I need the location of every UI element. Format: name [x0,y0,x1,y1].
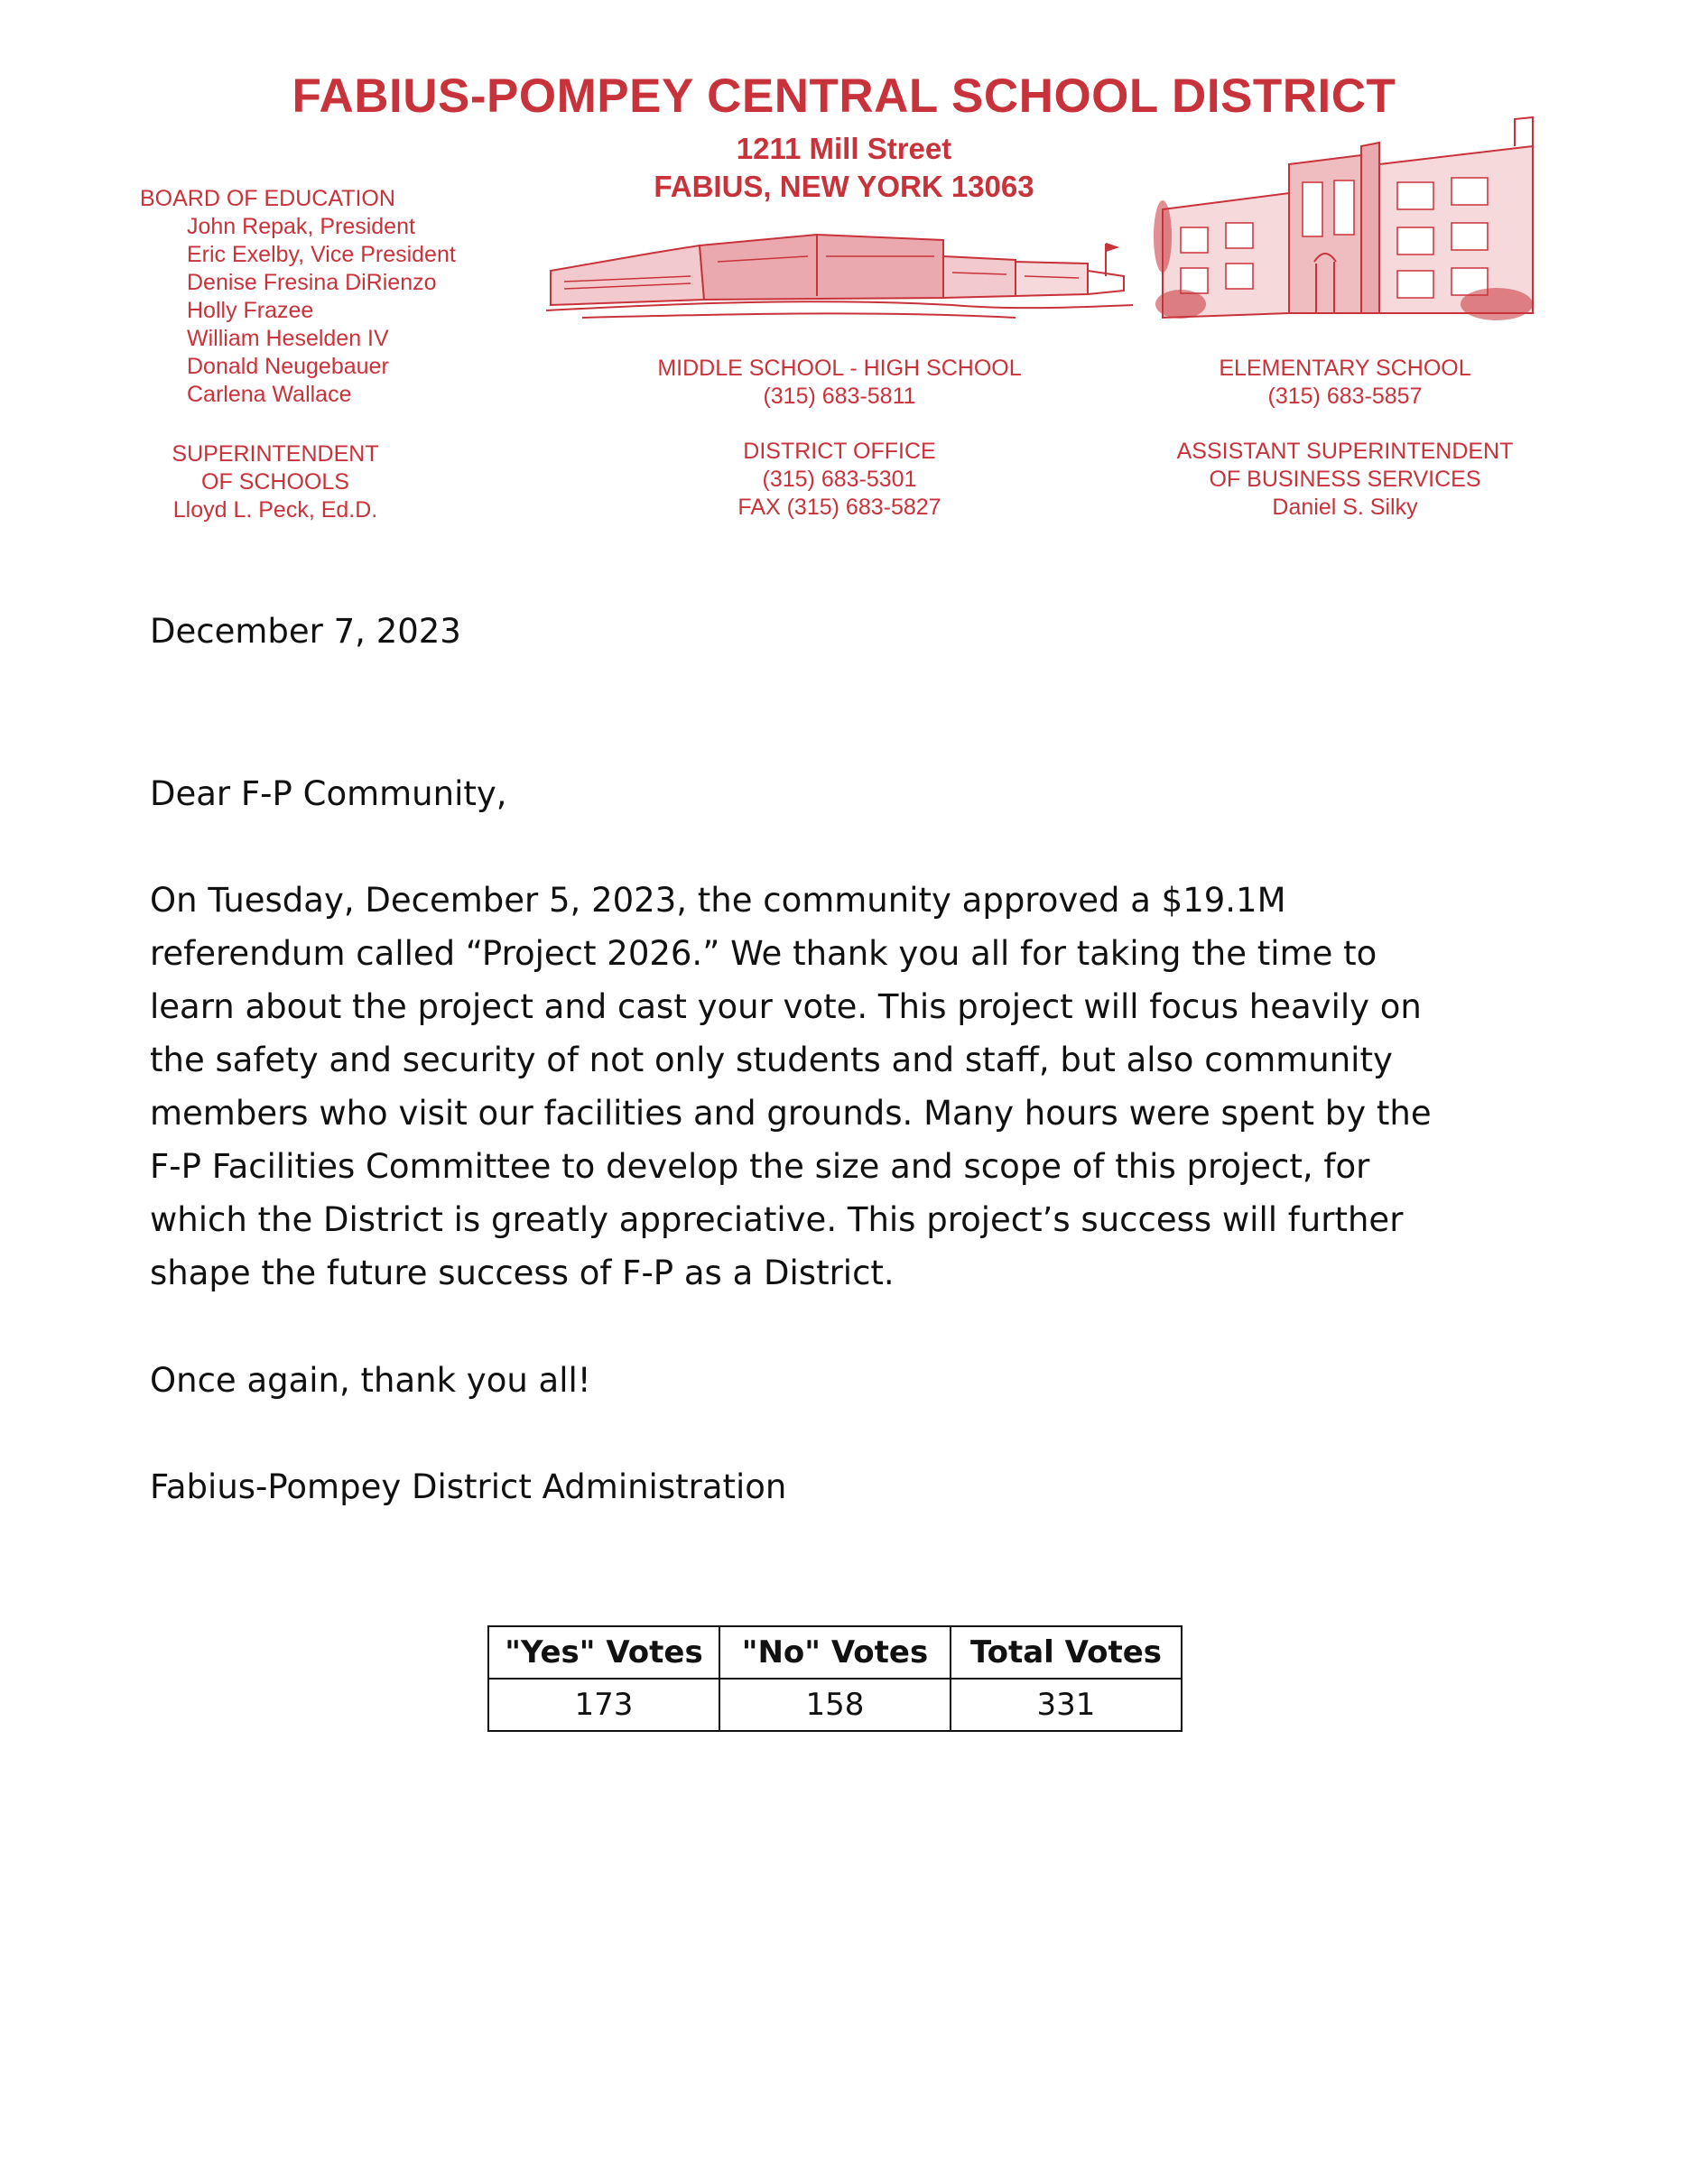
middle-high-school-contact [614,355,1065,411]
elementary-school-contact [1155,355,1535,411]
high-school-building-illustration [546,217,1133,325]
board-heading: BOARD OF EDUCATION [140,186,395,211]
assistant-superintendent-title: ASSISTANT SUPERINTENDENT [1176,439,1514,464]
votes-header-row [488,1626,1182,1679]
board-of-education [140,185,456,409]
district-address [542,130,1146,206]
middle-high-school-phone: (315) 683-5811 [763,384,916,409]
total-votes-value: 331 [951,1679,1182,1731]
assistant-superintendent-block [1128,438,1562,522]
board-member: William Heselden IV [187,326,389,351]
district-office-name: DISTRICT OFFICE [743,439,936,464]
letter-salutation: Dear F-P Community, [150,774,507,813]
letter-closing: Once again, thank you all! [150,1361,591,1400]
board-member: Carlena Wallace [187,382,352,407]
letter-signature: Fabius-Pompey District Administration [150,1467,787,1506]
no-votes-header: "No" Votes [719,1626,951,1679]
district-office-fax: FAX (315) 683-5827 [737,495,941,520]
superintendent-block [117,440,433,524]
letter-body-line: On Tuesday, December 5, 2023, the community approved a $19.1M [150,881,1286,920]
letter-body-line: shape the future success of F-P as a District. [150,1254,895,1292]
board-member: Eric Exelby, Vice President [187,242,456,267]
board-members [140,213,456,409]
letter-body-line: referendum called “Project 2026.” We thank you all for taking the time to [150,934,1377,973]
assistant-superintendent-title-2: OF BUSINESS SERVICES [1209,467,1481,492]
address-city: FABIUS, NEW YORK 13063 [654,170,1034,203]
address-street: 1211 Mill Street [736,132,952,165]
board-member: John Repak, President [187,214,415,239]
votes-value-row [488,1679,1182,1731]
board-member: Holly Frazee [187,298,314,323]
letter-body-line: F-P Facilities Committee to develop the size and scope of this project, for [150,1147,1370,1186]
district-name: FABIUS-POMPEY CENTRAL SCHOOL DISTRICT [292,69,1396,123]
superintendent-name: Lloyd L. Peck, Ed.D. [172,497,378,523]
letter-body-line: members who visit our facilities and grounds. Many hours were spent by the [150,1094,1432,1133]
superintendent-title-2: OF SCHOOLS [201,469,349,495]
no-votes-value: 158 [719,1679,951,1731]
yes-votes-value: 173 [488,1679,719,1731]
assistant-superintendent-name: Daniel S. Silky [1272,495,1418,520]
board-member: Donald Neugebauer [187,354,389,379]
district-office-phone: (315) 683-5301 [762,467,917,492]
superintendent-title: SUPERINTENDENT [172,441,379,467]
yes-votes-header: "Yes" Votes [488,1626,719,1679]
letter-body-line: learn about the project and cast your vote. This project will focus heavily on [150,987,1422,1026]
letter-body-line: the safety and security of not only students and staff, but also community [150,1041,1393,1079]
letter-body [150,874,1540,1300]
elementary-school-phone: (315) 683-5857 [1267,384,1423,409]
elementary-school-building-illustration [1154,110,1557,327]
elementary-school-name: ELEMENTARY SCHOOL [1219,356,1471,381]
board-member: Denise Fresina DiRienzo [187,270,437,295]
district-office-contact [614,438,1065,522]
total-votes-header: Total Votes [951,1626,1182,1679]
letter-date: December 7, 2023 [150,612,461,651]
votes-table [487,1625,1183,1732]
letter-body-line: which the District is greatly appreciative. This project’s success will further [150,1200,1404,1239]
middle-high-school-name: MIDDLE SCHOOL - HIGH SCHOOL [657,356,1022,381]
